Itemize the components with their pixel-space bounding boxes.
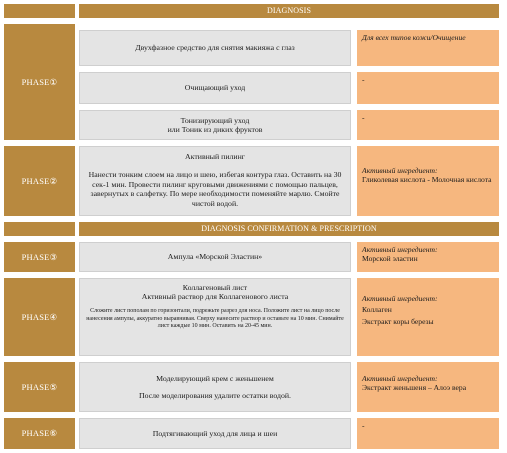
header-corner-2 bbox=[4, 222, 75, 236]
phase-4-side-value-1: Коллаген bbox=[362, 305, 392, 314]
phase-4-side-value-2: Экстракт коры березы bbox=[362, 317, 434, 326]
section-header-diagnosis: DIAGNOSIS bbox=[79, 4, 499, 18]
phase-5-title: Моделирующий крем с женьшенем bbox=[156, 373, 274, 383]
phase-1-row-2: Очищающий уход bbox=[79, 72, 351, 104]
phase-5-content bbox=[79, 362, 351, 412]
phase-4-side bbox=[357, 278, 499, 356]
header-corner bbox=[4, 4, 75, 18]
phase-1-row-2-side: - bbox=[357, 72, 499, 104]
phase-2-text: Нанести тонким слоем на лицо и шею, избегая контура глаз. Оставить на 30 сек-1 мин. Провести пилинг круговыми движениями с помощью пальцев, завернутых в салфетку. По мере необходимости поменяйте марлю. Смойте чистой водой. bbox=[88, 170, 342, 208]
phase-3-side-value: Морской эластин bbox=[362, 254, 418, 263]
phase-4-label: PHASE④ bbox=[4, 278, 75, 356]
phase-1-label: PHASE① bbox=[4, 24, 75, 140]
section-header-prescription: DIAGNOSIS CONFIRMATION & PRESCRIPTION bbox=[79, 222, 499, 236]
phase-2-content bbox=[79, 146, 351, 216]
phase-1-row-3 bbox=[79, 110, 351, 140]
phase-2-side-value: Гликолевая кислота - Молочная кислота bbox=[362, 175, 492, 184]
phase-2-side bbox=[357, 146, 499, 216]
phase-4-side-label: Активный ингредиент: bbox=[362, 294, 438, 303]
phase-6-label: PHASE⑥ bbox=[4, 418, 75, 449]
phase-1-row-1-side: Для всех типов кожи/Очищение bbox=[357, 30, 499, 66]
phase-3-label: PHASE③ bbox=[4, 242, 75, 272]
phase-1-row-1: Двухфазное средство для снятия макияжа с глаз bbox=[79, 30, 351, 66]
phase-3-side bbox=[357, 242, 499, 272]
phase-1-row-3-line-2: или Тоник из диких фруктов bbox=[167, 125, 263, 134]
phase-4-text: Сложите лист пополам по горизонтали, подрежьте разрез для носа. Положите лист на лицо после нанесения ампулы, аккуратно выравнивая. Сверху нанесите раствор и оставьте на 10 мин. Снимайте лист каждые 10 мин. Оставить на 20-45 мин. bbox=[86, 307, 344, 330]
phase-1-row-3-line-1: Тонизирующий уход bbox=[180, 115, 250, 125]
phase-1-row-3-side: - bbox=[357, 110, 499, 140]
phase-5-side-value: Экстракт женьшеня – Алоэ вера bbox=[362, 383, 467, 392]
phase-4-title-2: Активный раствор для Коллагенового листа bbox=[141, 292, 289, 302]
phase-6-content: Подтягивающий уход для лица и шеи bbox=[79, 418, 351, 449]
phase-4-title-1: Коллагеновый лист bbox=[182, 283, 248, 292]
phase-5-side bbox=[357, 362, 499, 412]
phase-2-label: PHASE② bbox=[4, 146, 75, 216]
phase-3-content: Ампула «Морской Эластин» bbox=[79, 242, 351, 272]
phase-2-side-label: Активный ингредиент: bbox=[362, 166, 438, 175]
phase-6-side: - bbox=[357, 418, 499, 449]
phase-2-title: Активный пилинг bbox=[185, 152, 245, 161]
phase-4-content bbox=[79, 278, 351, 356]
phase-5-side-label: Активный ингредиент: bbox=[362, 374, 438, 383]
phase-3-side-label: Активный ингредиент: bbox=[362, 245, 438, 254]
phase-5-text: После моделирования удалите остатки водой. bbox=[138, 391, 291, 400]
phase-5-label: PHASE⑤ bbox=[4, 362, 75, 412]
